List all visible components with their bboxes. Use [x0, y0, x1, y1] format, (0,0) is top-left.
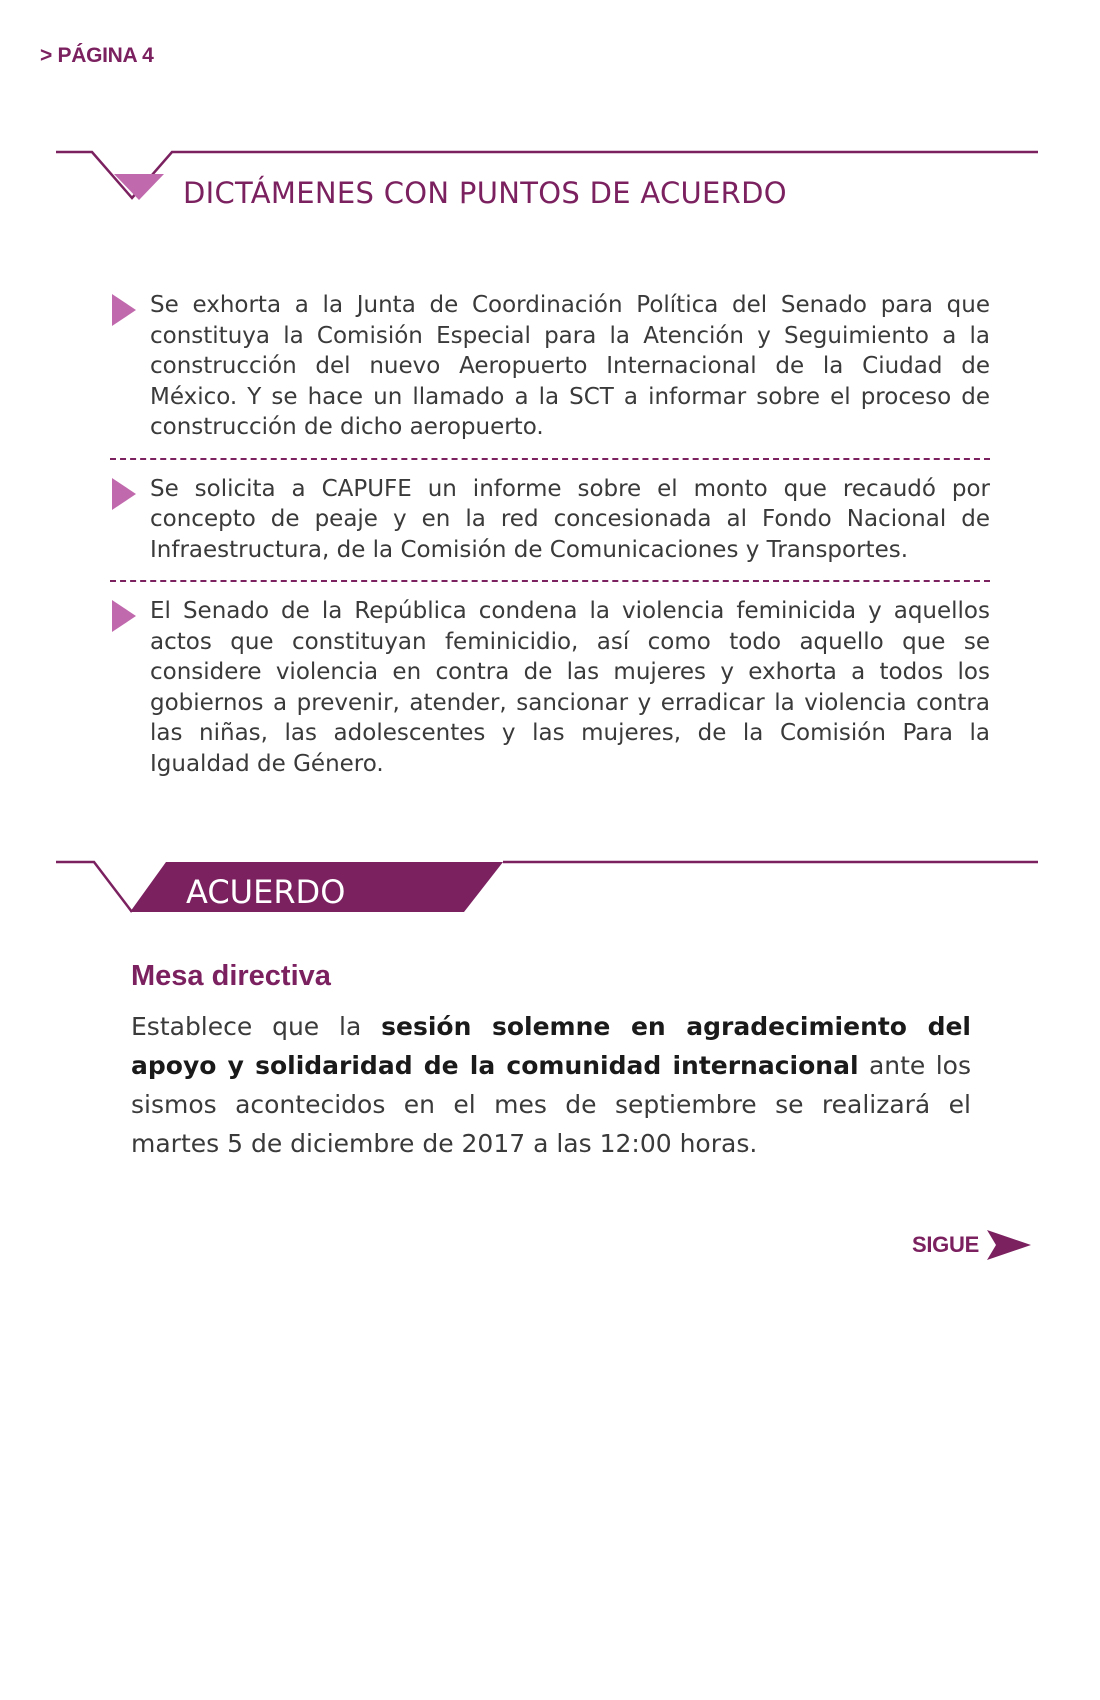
subheading-mesa-directiva: Mesa directiva: [131, 960, 331, 992]
dashed-divider: [110, 580, 990, 582]
list-item-text: El Senado de la República condena la violencia feminicida y aquellos actos que constituyan feminicidio, así como todo aquello que se considere violencia en contra de las mujeres y exhorta a todos los gobiernos a prevenir, atender, sancionar y erradicar la violencia contra las niñas, las adolescentes y las mujeres, de la Comisión Para la Igualdad de Género.: [150, 598, 990, 777]
acuerdo-paragraph: [131, 1007, 971, 1163]
next-page-link[interactable]: [912, 1230, 1031, 1260]
dashed-divider: [110, 458, 990, 460]
list-item-text: Se exhorta a la Junta de Coordinación Política del Senado para que constituya la Comisión Especial para la Atención y Seguimiento a la construcción del nuevo Aeropuerto Internacional de la Ciudad de México. Y se hace un llamado a la SCT a informar sobre el proceso de construcción de dicho aeropuerto.: [150, 292, 990, 440]
triangle-right-icon: [112, 294, 136, 326]
section-title-acuerdo: ACUERDO: [186, 873, 346, 911]
section-title-dictamenes: DICTÁMENES CON PUNTOS DE ACUERDO: [183, 176, 787, 210]
arrow-right-icon: [987, 1230, 1031, 1260]
paragraph-bold: sesión solemne en agradecimiento del apoyo y solidaridad de la comunidad internacional: [131, 1012, 971, 1080]
triangle-right-icon: [112, 600, 136, 632]
paragraph-intro: Establece que la: [131, 1012, 382, 1041]
dictamenes-list: [110, 290, 990, 779]
triangle-right-icon: [112, 478, 136, 510]
paragraph-rest: ante los sismos acontecidos en el mes de septiembre se realizará el martes 5 de diciembre de 2017 a las 12:00 horas.: [131, 1051, 971, 1158]
list-item: [110, 290, 990, 443]
list-item: [110, 596, 990, 779]
next-page-label: SIGUE: [912, 1232, 979, 1257]
list-item-text: Se solicita a CAPUFE un informe sobre el monto que recaudó por concepto de peaje y en la red concesionada al Fondo Nacional de Infraestructura, de la Comisión de Comunicaciones y Transportes.: [150, 475, 990, 563]
list-item: [110, 474, 990, 566]
page-number-label: > PÁGINA 4: [40, 44, 154, 67]
